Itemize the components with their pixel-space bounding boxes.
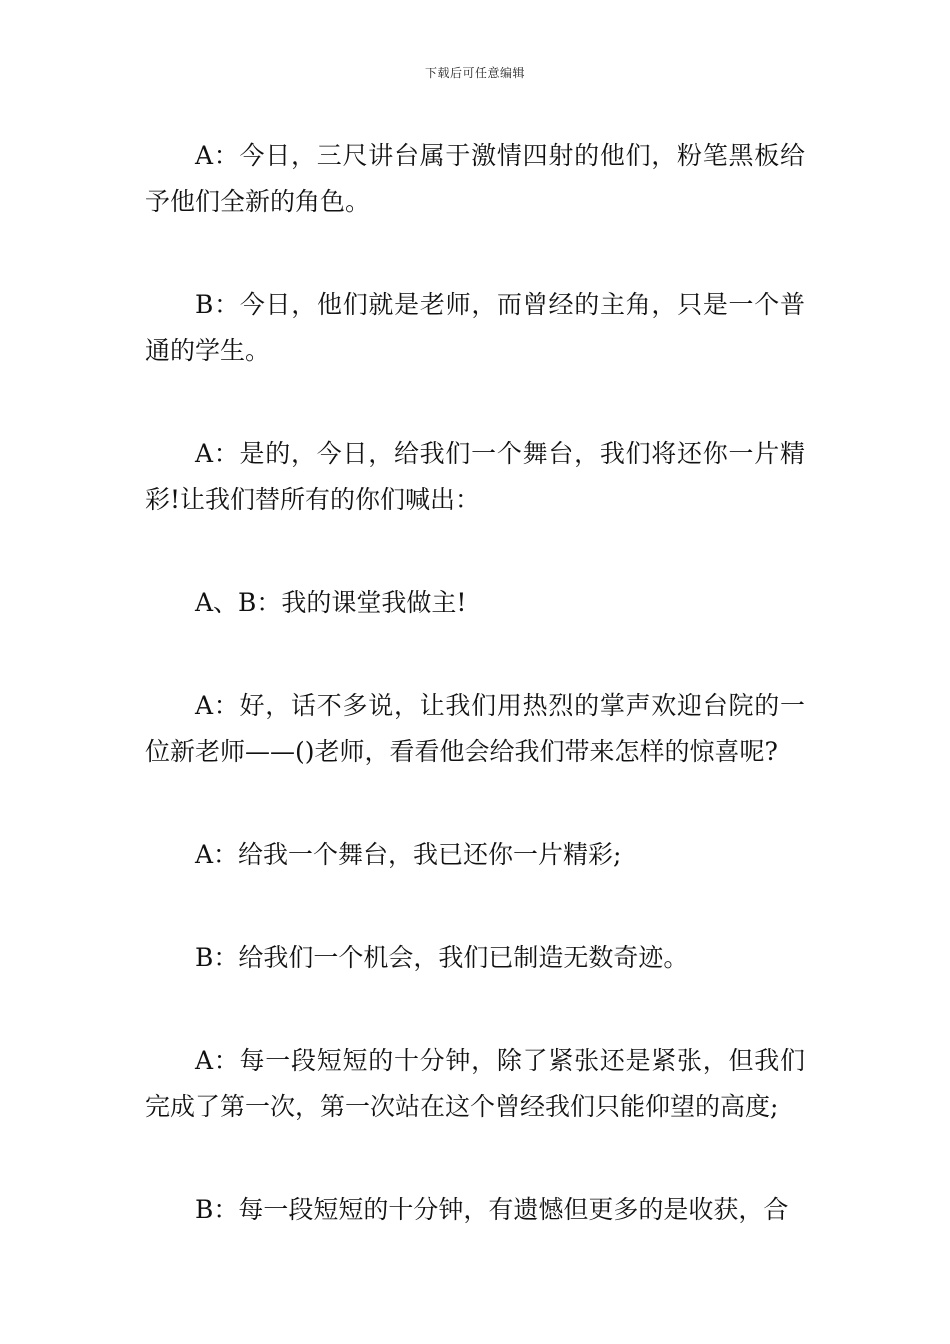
paragraph-8: A：每一段短短的十分钟，除了紧张还是紧张，但我们完成了第一次，第一次站在这个曾经我们只能仰望的高度;	[145, 1046, 805, 1121]
paragraph-1: A：今日，三尺讲台属于激情四射的他们，粉笔黑板给予他们全新的角色。	[145, 141, 805, 216]
paragraph-3: A：是的，今日，给我们一个舞台，我们将还你一片精彩!让我们替所有的你们喊出：	[145, 439, 805, 514]
document-body	[145, 133, 805, 1290]
paragraph-2: B：今日，他们就是老师，而曾经的主角，只是一个普通的学生。	[145, 290, 805, 365]
paragraph-4: A、B：我的课堂我做主!	[195, 588, 467, 617]
paragraph-9: B：每一段短短的十分钟，有遗憾但更多的是收获，合	[195, 1195, 789, 1224]
paragraph-6: A：给我一个舞台，我已还你一片精彩;	[195, 840, 622, 869]
paragraph-7: B：给我们一个机会，我们已制造无数奇迹。	[195, 943, 689, 972]
page-header: 下载后可任意编辑	[424, 66, 525, 80]
paragraph-5: A：好，话不多说，让我们用热烈的掌声欢迎台院的一位新老师——()老师，看看他会给我们带来怎样的惊喜呢?	[145, 691, 805, 766]
